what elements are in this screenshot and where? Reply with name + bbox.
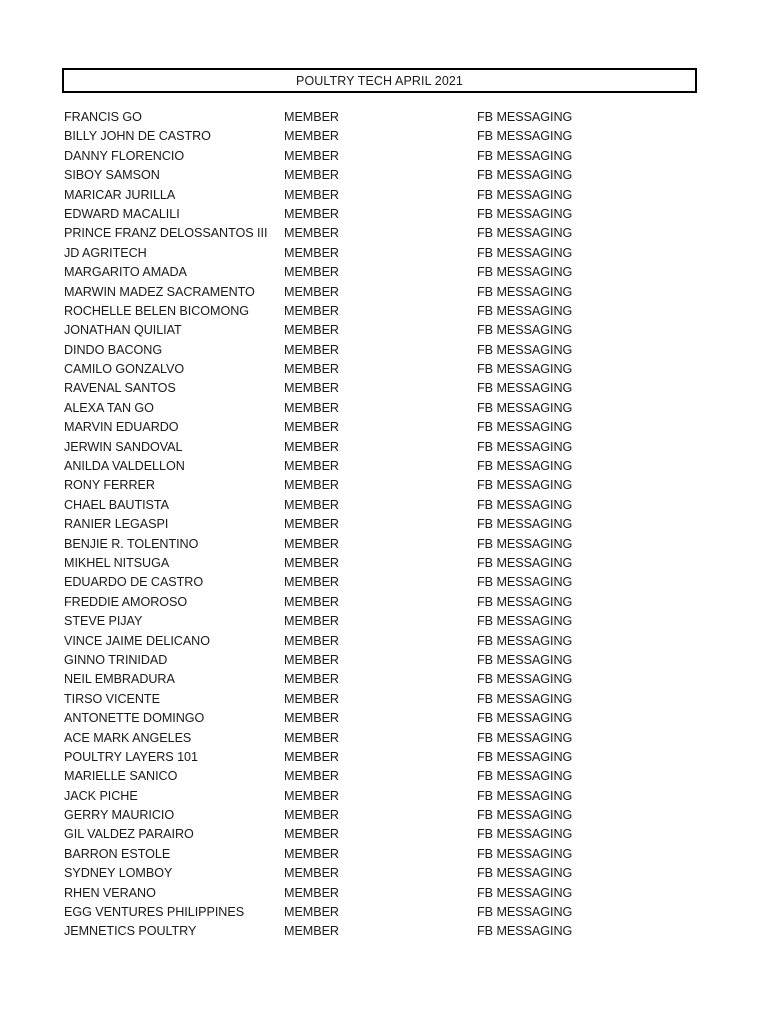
member-role: MEMBER	[284, 730, 339, 745]
member-name: DINDO BACONG	[64, 342, 163, 357]
member-role: MEMBER	[284, 110, 339, 124]
list-item	[64, 632, 704, 651]
list-item	[64, 127, 704, 146]
list-item	[64, 263, 704, 282]
member-name: EDUARDO DE CASTRO	[64, 575, 204, 590]
member-name: MARICAR JURILLA	[64, 187, 176, 202]
member-role: MEMBER	[284, 536, 339, 551]
member-role: MEMBER	[284, 885, 339, 900]
list-item	[64, 418, 704, 437]
contact-channel: FB MESSAGING	[477, 381, 573, 396]
contact-channel: FB MESSAGING	[477, 323, 573, 338]
member-role: MEMBER	[284, 245, 339, 260]
list-item	[64, 244, 704, 263]
list-item	[64, 690, 704, 709]
member-name: JACK PICHE	[64, 788, 138, 803]
member-role: MEMBER	[284, 478, 339, 493]
list-item	[64, 360, 704, 379]
contact-channel: FB MESSAGING	[477, 866, 573, 881]
list-item	[64, 438, 704, 457]
member-name: MARWIN MADEZ SACRAMENTO	[64, 284, 255, 299]
member-role: MEMBER	[284, 168, 339, 183]
member-role: MEMBER	[284, 439, 339, 454]
member-role: MEMBER	[284, 652, 339, 667]
contact-channel: FB MESSAGING	[477, 575, 573, 590]
list-item	[64, 864, 704, 883]
contact-channel: FB MESSAGING	[477, 459, 573, 474]
contact-channel: FB MESSAGING	[477, 129, 573, 144]
contact-channel: FB MESSAGING	[477, 827, 573, 842]
member-name: ANTONETTE DOMINGO	[64, 711, 205, 726]
member-role: MEMBER	[284, 265, 339, 280]
contact-channel: FB MESSAGING	[477, 614, 573, 629]
list-item	[64, 729, 704, 748]
member-name: JD AGRITECH	[64, 245, 147, 260]
list-item	[64, 321, 704, 340]
list-item	[64, 457, 704, 476]
contact-channel: FB MESSAGING	[477, 672, 573, 687]
member-name: JONATHAN QUILIAT	[64, 323, 182, 338]
member-role: MEMBER	[284, 400, 339, 415]
list-item	[64, 593, 704, 612]
contact-channel: FB MESSAGING	[477, 148, 573, 163]
list-item	[64, 515, 704, 534]
member-role: MEMBER	[284, 924, 339, 939]
member-role: MEMBER	[284, 846, 339, 861]
member-name: BARRON ESTOLE	[64, 846, 171, 861]
member-role: MEMBER	[284, 459, 339, 474]
list-item	[64, 884, 704, 903]
list-item	[64, 476, 704, 495]
contact-channel: FB MESSAGING	[477, 265, 573, 280]
list-item	[64, 612, 704, 631]
member-role: MEMBER	[284, 866, 339, 881]
list-item	[64, 922, 704, 941]
member-role: MEMBER	[284, 323, 339, 338]
member-name: ANILDA VALDELLON	[64, 459, 185, 474]
list-item	[64, 108, 704, 127]
list-item	[64, 806, 704, 825]
member-name: FREDDIE AMOROSO	[64, 594, 188, 609]
document-title: POULTRY TECH APRIL 2021	[296, 73, 463, 88]
member-role: MEMBER	[284, 575, 339, 590]
member-list	[64, 108, 704, 942]
list-item	[64, 399, 704, 418]
contact-channel: FB MESSAGING	[477, 497, 573, 512]
list-item	[64, 205, 704, 224]
member-name: ROCHELLE BELEN BICOMONG	[64, 303, 250, 318]
contact-channel: FB MESSAGING	[477, 730, 573, 745]
member-name: DANNY FLORENCIO	[64, 148, 185, 163]
list-item	[64, 573, 704, 592]
list-item	[64, 709, 704, 728]
contact-channel: FB MESSAGING	[477, 711, 573, 726]
member-name: ACE MARK ANGELES	[64, 730, 192, 745]
member-role: MEMBER	[284, 303, 339, 318]
member-role: MEMBER	[284, 691, 339, 706]
list-item	[64, 341, 704, 360]
contact-channel: FB MESSAGING	[477, 517, 573, 532]
contact-channel: FB MESSAGING	[477, 788, 573, 803]
contact-channel: FB MESSAGING	[477, 846, 573, 861]
contact-channel: FB MESSAGING	[477, 187, 573, 202]
contact-channel: FB MESSAGING	[477, 245, 573, 260]
member-name: MIKHEL NITSUGA	[64, 555, 170, 570]
member-role: MEMBER	[284, 187, 339, 202]
contact-channel: FB MESSAGING	[477, 284, 573, 299]
member-name: SIBOY SAMSON	[64, 168, 160, 183]
contact-channel: FB MESSAGING	[477, 536, 573, 551]
contact-channel: FB MESSAGING	[477, 924, 573, 939]
contact-channel: FB MESSAGING	[477, 749, 573, 764]
member-role: MEMBER	[284, 517, 339, 532]
member-role: MEMBER	[284, 129, 339, 144]
member-name: MARGARITO AMADA	[64, 265, 187, 280]
contact-channel: FB MESSAGING	[477, 342, 573, 357]
list-item	[64, 748, 704, 767]
list-item	[64, 147, 704, 166]
member-name: RAVENAL SANTOS	[64, 381, 176, 396]
member-name: RANIER LEGASPI	[64, 517, 169, 532]
contact-channel: FB MESSAGING	[477, 691, 573, 706]
contact-channel: FB MESSAGING	[477, 439, 573, 454]
member-name: ALEXA TAN GO	[64, 400, 154, 415]
member-role: MEMBER	[284, 148, 339, 163]
contact-channel: FB MESSAGING	[477, 885, 573, 900]
member-role: MEMBER	[284, 808, 339, 823]
contact-channel: FB MESSAGING	[477, 226, 573, 241]
member-name: RHEN VERANO	[64, 885, 156, 900]
member-role: MEMBER	[284, 381, 339, 396]
list-item	[64, 535, 704, 554]
contact-channel: FB MESSAGING	[477, 420, 573, 435]
list-item	[64, 670, 704, 689]
list-item	[64, 283, 704, 302]
member-name: GINNO TRINIDAD	[64, 652, 168, 667]
member-name: POULTRY LAYERS 101	[64, 749, 198, 764]
contact-channel: FB MESSAGING	[477, 478, 573, 493]
member-name: MARIELLE SANICO	[64, 769, 178, 784]
member-name: STEVE PIJAY	[64, 614, 143, 629]
list-item	[64, 767, 704, 786]
contact-channel: FB MESSAGING	[477, 652, 573, 667]
list-item	[64, 166, 704, 185]
list-item	[64, 496, 704, 515]
member-role: MEMBER	[284, 614, 339, 629]
member-name: RONY FERRER	[64, 478, 155, 493]
contact-channel: FB MESSAGING	[477, 594, 573, 609]
member-name: CHAEL BAUTISTA	[64, 497, 169, 512]
member-name: VINCE JAIME DELICANO	[64, 633, 210, 648]
list-item	[64, 903, 704, 922]
contact-channel: FB MESSAGING	[477, 400, 573, 415]
member-role: MEMBER	[284, 555, 339, 570]
member-name: JERWIN SANDOVAL	[64, 439, 183, 454]
contact-channel: FB MESSAGING	[477, 808, 573, 823]
contact-channel: FB MESSAGING	[477, 555, 573, 570]
member-role: MEMBER	[284, 788, 339, 803]
contact-channel: FB MESSAGING	[477, 303, 573, 318]
member-role: MEMBER	[284, 633, 339, 648]
member-role: MEMBER	[284, 905, 339, 920]
member-role: MEMBER	[284, 362, 339, 377]
list-item	[64, 787, 704, 806]
member-name: PRINCE FRANZ DELOSSANTOS III	[64, 226, 268, 241]
member-name: BENJIE R. TOLENTINO	[64, 536, 199, 551]
member-role: MEMBER	[284, 420, 339, 435]
member-name: SYDNEY LOMBOY	[64, 866, 173, 881]
member-name: GERRY MAURICIO	[64, 808, 175, 823]
list-item	[64, 651, 704, 670]
member-role: MEMBER	[284, 711, 339, 726]
contact-channel: FB MESSAGING	[477, 905, 573, 920]
member-role: MEMBER	[284, 284, 339, 299]
list-item	[64, 845, 704, 864]
contact-channel: FB MESSAGING	[477, 110, 573, 124]
member-role: MEMBER	[284, 672, 339, 687]
member-name: BILLY JOHN DE CASTRO	[64, 129, 211, 144]
member-role: MEMBER	[284, 827, 339, 842]
list-item	[64, 554, 704, 573]
member-name: MARVIN EDUARDO	[64, 420, 179, 435]
contact-channel: FB MESSAGING	[477, 633, 573, 648]
contact-channel: FB MESSAGING	[477, 168, 573, 183]
list-item	[64, 825, 704, 844]
member-name: TIRSO VICENTE	[64, 691, 160, 706]
contact-channel: FB MESSAGING	[477, 362, 573, 377]
member-name: EGG VENTURES PHILIPPINES	[64, 905, 245, 920]
member-name: GIL VALDEZ PARAIRO	[64, 827, 194, 842]
member-role: MEMBER	[284, 769, 339, 784]
list-item	[64, 186, 704, 205]
member-name: NEIL EMBRADURA	[64, 672, 175, 687]
member-role: MEMBER	[284, 749, 339, 764]
list-item	[64, 302, 704, 321]
list-item	[64, 379, 704, 398]
list-item	[64, 224, 704, 243]
member-name: EDWARD MACALILI	[64, 206, 180, 221]
member-role: MEMBER	[284, 342, 339, 357]
document-title-box	[62, 68, 697, 93]
member-role: MEMBER	[284, 206, 339, 221]
member-name: JEMNETICS POULTRY	[64, 924, 197, 939]
member-role: MEMBER	[284, 497, 339, 512]
member-name: FRANCIS GO	[64, 110, 142, 124]
member-role: MEMBER	[284, 226, 339, 241]
member-role: MEMBER	[284, 594, 339, 609]
contact-channel: FB MESSAGING	[477, 769, 573, 784]
contact-channel: FB MESSAGING	[477, 206, 573, 221]
member-name: CAMILO GONZALVO	[64, 362, 185, 377]
